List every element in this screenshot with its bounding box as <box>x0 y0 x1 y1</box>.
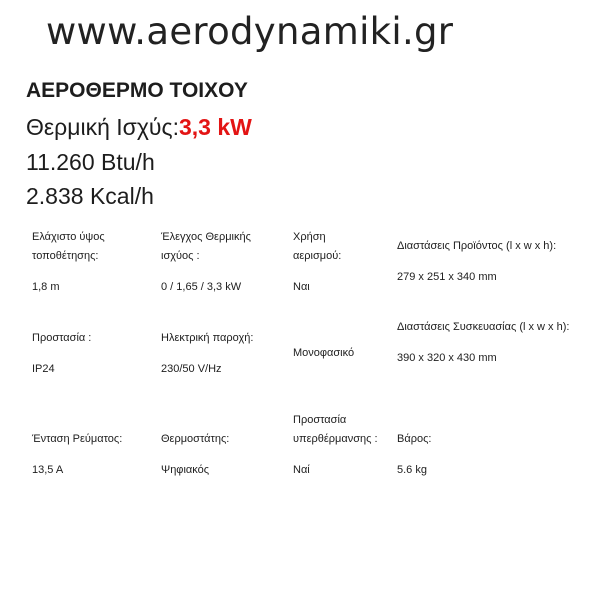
spec-value: 279 x 251 x 340 mm <box>397 271 497 283</box>
spec-value: 230/50 V/Hz <box>161 363 222 375</box>
spec-label: Ένταση Ρεύματος: <box>32 433 123 445</box>
spec-label: Ελάχιστο ύψος τοποθέτησης: <box>32 231 105 262</box>
spec-label: Διαστάσεις Συσκευασίας (l x w x h): <box>397 321 570 333</box>
spec-label: Έλεγχος Θερμικής ισχύος : <box>161 231 251 262</box>
spec-protection <box>32 329 142 379</box>
spec-value: 13,5 A <box>32 464 64 476</box>
spec-label: Διαστάσεις Προϊόντος (l x w x h): <box>397 240 557 252</box>
spec-product-dims <box>397 237 592 287</box>
spec-label: Ηλεκτρική παροχή: <box>161 332 254 344</box>
kcal-value: 2.838 Kcal/h <box>26 183 154 209</box>
spec-overheat <box>293 411 385 480</box>
spec-value: 390 x 320 x 430 mm <box>397 352 497 364</box>
spec-value: Μονοφασικό <box>293 347 355 359</box>
spec-thermostat <box>161 430 273 480</box>
spec-value: 5.6 kg <box>397 464 427 476</box>
spec-min-height <box>32 228 142 297</box>
spec-current <box>32 430 147 480</box>
thermal-power-label: Θερμική Ισχύς: <box>26 114 179 140</box>
spec-value: Ναί <box>293 464 310 476</box>
spec-power-supply <box>161 329 276 379</box>
spec-value: 0 / 1,65 / 3,3 kW <box>161 281 242 293</box>
product-title: ΑΕΡΟΘΕΡΜΟ ΤΟΙΧΟΥ <box>26 79 248 102</box>
spec-label: Βάρος: <box>397 433 432 445</box>
spec-label: Προστασία υπερθέρμανσης : <box>293 414 378 445</box>
thermal-power-value: 3,3 kW <box>178 114 252 140</box>
btu-value: 11.260 Btu/h <box>26 149 155 175</box>
thermal-power <box>26 114 252 141</box>
spec-value: Ναι <box>293 281 310 293</box>
spec-label: Θερμοστάτης: <box>161 433 230 445</box>
spec-thermal-control <box>161 228 273 297</box>
spec-label: Χρήση αερισμού: <box>293 231 342 262</box>
spec-weight <box>397 430 517 480</box>
spec-value: IP24 <box>32 363 55 375</box>
spec-package-dims <box>397 318 592 368</box>
spec-value: Ψηφιακός <box>161 464 210 476</box>
spec-label: Προστασία : <box>32 332 92 344</box>
spec-phase <box>293 344 373 363</box>
spec-ventilation <box>293 228 365 297</box>
spec-value: 1,8 m <box>32 281 60 293</box>
site-url: www.aerodynamiki.gr <box>46 10 454 53</box>
